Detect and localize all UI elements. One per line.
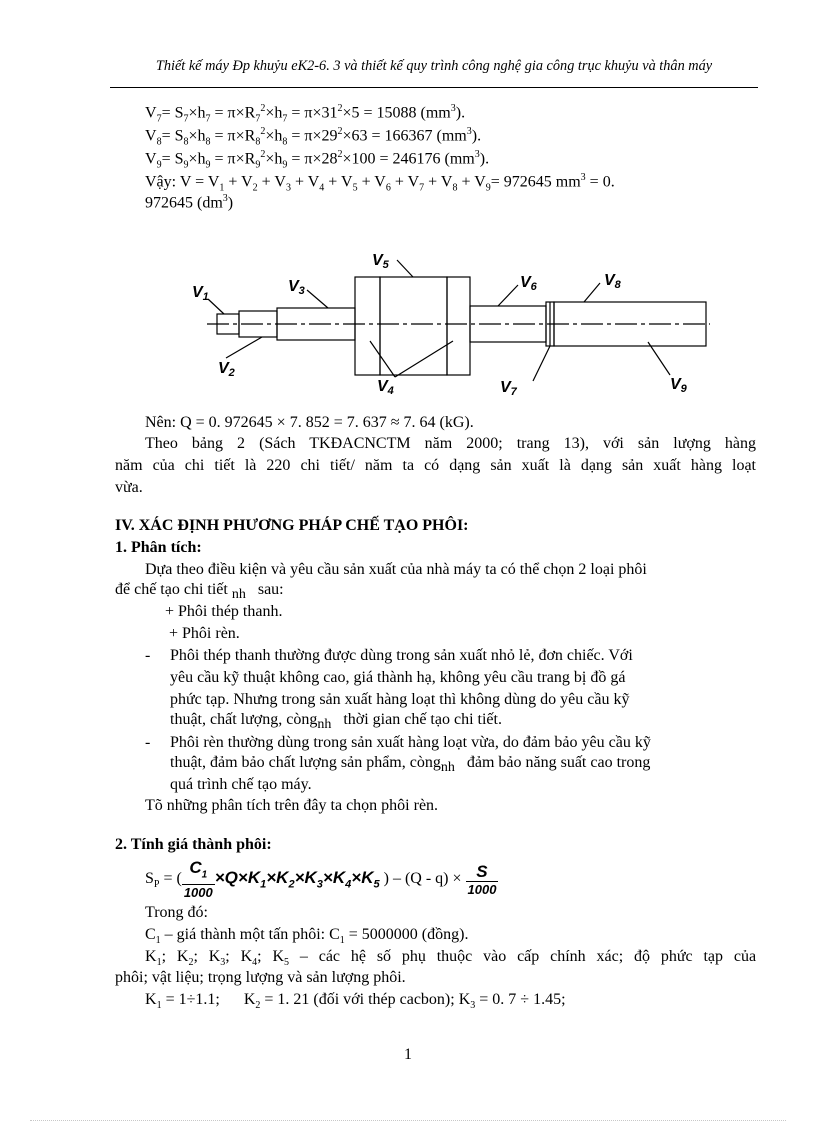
crankshaft-diagram [180, 245, 740, 405]
page-header: Thiết kế máy Đp khuỷu eK2-6. 3 và thiết kế quy trình công nghệ gia công trục khuỷu và thân máy [155, 58, 713, 74]
paragraph-conclusion: Tõ những phân tích trên đây ta chọn phôi rèn. [145, 797, 439, 814]
subheading-gia-thanh: 2. Tính giá thành phôi: [115, 836, 272, 853]
c1-definition: $C_1$ – giá thành một tấn phôi: $C_1 = 5000000$ (đồng). [145, 926, 469, 947]
label-v2: V2 [218, 360, 235, 379]
page-number: 1 [404, 1046, 412, 1063]
weight-calculation: Nên: Q = 0. 972645 × 7. 852 = 7. 637 ≈ 7. 64 (kG). [145, 414, 474, 431]
fraction-s: $\frac{S}{1000}$ [467, 861, 497, 897]
label-v9: V9 [670, 376, 687, 395]
equation-v9: $V_9= S_9\times h_9 = \pi\times R_9^2\times h_9 = \pi\times 28^2\times 100 = 246176$ $(mm^3)$. [145, 149, 490, 171]
option-phoi-ren: + Phôi rèn. [169, 625, 240, 642]
label-v7: V7 [500, 379, 517, 398]
paragraph-dua-theo-line2: để chế tạo chi tiết $_{nh}$ sau: [115, 581, 284, 603]
equation-total-cont: 972645 $(dm^3)$ [145, 193, 234, 212]
shaft-segment-v4-left [355, 277, 380, 375]
header-rule [110, 87, 758, 88]
shaft-segment-v5 [380, 277, 447, 375]
equation-v8: $V_8= S_8\times h_8 = \pi\times R_8^2\times h_8 = \pi\times 29^2\times 63 = 166367$ $(mm^3)$. [145, 126, 482, 148]
paragraph-dua-theo-line1: Dựa theo điều kiện và yêu cầu sản xuất của nhà máy ta có thể chọn 2 loại phôi [145, 561, 647, 578]
bullet1-line1: Phôi thép thanh thường được dùng trong sản xuất nhỏ lẻ, đơn chiếc. Với [170, 647, 633, 664]
bullet2-line1: Phôi rèn thường dùng trong sản xuất hàng loạt vừa, do đảm bảo yêu cầu kỹ [170, 734, 651, 751]
trong-do: Trong đó: [145, 904, 208, 921]
label-v1: V1 [192, 284, 209, 303]
k-definition-line2: phôi; vật liệu; trọng lượng và sản lượng phôi. [115, 969, 406, 986]
bullet2-line3: quá trình chế tạo máy. [170, 776, 312, 793]
label-v3: V3 [288, 278, 305, 297]
bullet1-line4: thuật, chất lượng, còng$_{nh}$ thời gian chế tạo chi tiết. [170, 711, 502, 733]
shaft-segment-v4-right [447, 277, 470, 375]
section-heading-iv: IV. XÁC ĐỊNH PHƯƠNG PHÁP CHẾ TẠO PHÔI: [115, 517, 469, 534]
label-v6: V6 [520, 274, 537, 293]
fraction-c1: $\frac{C_1}{1000}$ [183, 858, 213, 901]
paragraph-theo-bang-line1: Theo bảng 2 (Sách TKĐACNCTM năm 2000; trang 13), với sản lượng hàng [145, 435, 756, 452]
bottom-dotted-rule [30, 1120, 786, 1121]
label-v5: V5 [372, 252, 389, 271]
paragraph-theo-bang-line3: vừa. [115, 479, 143, 496]
label-v4: V4 [377, 378, 394, 397]
paragraph-theo-bang-line2: năm của chi tiết là 220 chi tiết/ năm ta có dạng sản xuất là dạng sản xuất hàng loạt [115, 457, 756, 474]
bullet-dash: - [145, 647, 151, 664]
formula-sp: $S_P$ = ( $\frac{C_1}{1000}$ $\times Q\times K_1\times K_2\times K_3\times K_4\times K_5$ ) – (Q - q) × $\frac{S}{1000}$ [145, 858, 497, 901]
label-v8: V8 [604, 272, 621, 291]
k-values: $K_1 = 1\div 1.1$; $K_2 = 1$. 21 (đối với thép cacbon); $K_3 = 0$. 7 ÷ 1.45; [145, 991, 566, 1012]
equation-v7: $V_7= S_7\times h_7 = \pi\times R_7^2\times h_7 = \pi\times 31^2\times 5 = 15088$ $(mm^3)$. [145, 103, 466, 125]
bullet2-line2: thuật, đảm bảo chất lượng sản phẩm, còng$_{nh}$ đảm bảo năng suất cao trong [170, 754, 651, 776]
equation-total: Vậy: $V = V_1 + V_2 + V_3 + V_4 + V_5 + V_6 + V_7 + V_8 + V_9= 972645$ $mm^3 = 0$. [145, 172, 615, 194]
bullet1-line3: phức tạp. Nhưng trong sản xuất hàng loạt thì không dùng do yêu cầu kỹ [170, 691, 630, 708]
k-definition-line1: $K_1$; $K_2$; $K_3$; $K_4$; $K_5$ – các hệ số phụ thuộc vào cấp chính xác; độ phức tạp của [145, 948, 757, 969]
subheading-phan-tich: 1. Phân tích: [115, 539, 202, 556]
bullet1-line2: yêu cầu kỹ thuật không cao, giá thành hạ, không yêu cầu trang bị đồ gá [170, 669, 626, 686]
bullet-dash: - [145, 734, 151, 751]
option-phoi-thep-thanh: + Phôi thép thanh. [165, 603, 283, 620]
